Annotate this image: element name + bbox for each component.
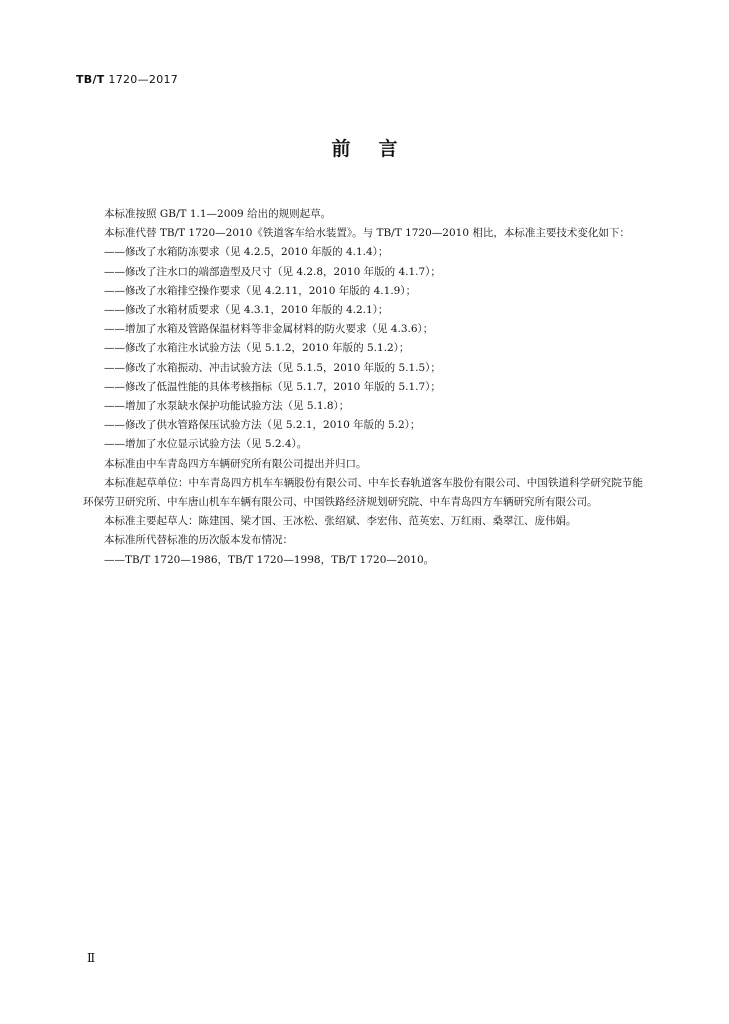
paragraph-drafting-units: 本标准起草单位：中车青岛四方机车车辆股份有限公司、中车长春轨道客车股份有限公司、中国铁道科学研究院节能环保劳卫研究所、中车唐山机车车辆有限公司、中国铁路经济规划研究院、中车青岛四方车辆研究所有限公司。 [83, 476, 643, 509]
paragraph-drafters: 本标准主要起草人：陈建国、梁才国、王冰松、张绍斌、李宏伟、范英宏、万红雨、桑翠江、庞伟娟。 [104, 515, 577, 528]
list-item: ——修改了水箱振动、冲击试验方法（见 5.1.5，2010 年版的 5.1.5）； [104, 361, 441, 374]
list-item: ——修改了水箱防冻要求（见 4.2.5，2010 年版的 4.1.4）； [104, 246, 389, 259]
changes-list [83, 243, 643, 454]
list-item: ——TB/T 1720—1986，TB/T 1720—1998，TB/T 1720—2010。 [104, 553, 435, 566]
list-item: ——增加了水泵缺水保护功能试验方法（见 5.1.8）； [104, 400, 350, 413]
list-item: ——修改了水箱材质要求（见 4.3.1，2010 年版的 4.2.1）； [104, 304, 389, 317]
paragraph-history-intro: 本标准所代替标准的历次版本发布情况： [104, 534, 293, 547]
page-number: Ⅱ [87, 951, 96, 965]
standard-prefix: TB/T [76, 73, 105, 86]
document-header [76, 73, 178, 86]
list-item: ——增加了水箱及管路保温材料等非金属材料的防火要求（见 4.3.6）； [104, 323, 434, 336]
paragraph-proposer: 本标准由中车青岛四方车辆研究所有限公司提出并归口。 [104, 457, 367, 470]
paragraph-replacement: 本标准代替 TB/T 1720—2010《铁道客车给水装置》。与 TB/T 1720—2010 相比，本标准主要技术变化如下： [104, 227, 630, 240]
page-title: 前言 [331, 138, 426, 160]
list-item: ——修改了注水口的端部造型及尺寸（见 4.2.8，2010 年版的 4.1.7）； [104, 265, 441, 278]
list-item: ——修改了低温性能的具体考核指标（见 5.1.7，2010 年版的 5.1.7）； [104, 380, 441, 393]
paragraph-drafting-rule: 本标准按照 GB/T 1.1—2009 给出的规则起草。 [104, 208, 332, 220]
history-list [83, 551, 643, 570]
foreword-body [83, 205, 643, 570]
list-item: ——修改了水箱注水试验方法（见 5.1.2，2010 年版的 5.1.2）； [104, 342, 410, 355]
standard-number: 1720—2017 [108, 73, 179, 86]
list-item: ——修改了水箱排空操作要求（见 4.2.11，2010 年版的 4.1.9）； [104, 284, 417, 297]
list-item: ——修改了供水管路保压试验方法（见 5.2.1，2010 年版的 5.2）； [104, 419, 421, 432]
list-item: ——增加了水位显示试验方法（见 5.2.4）。 [104, 438, 308, 451]
